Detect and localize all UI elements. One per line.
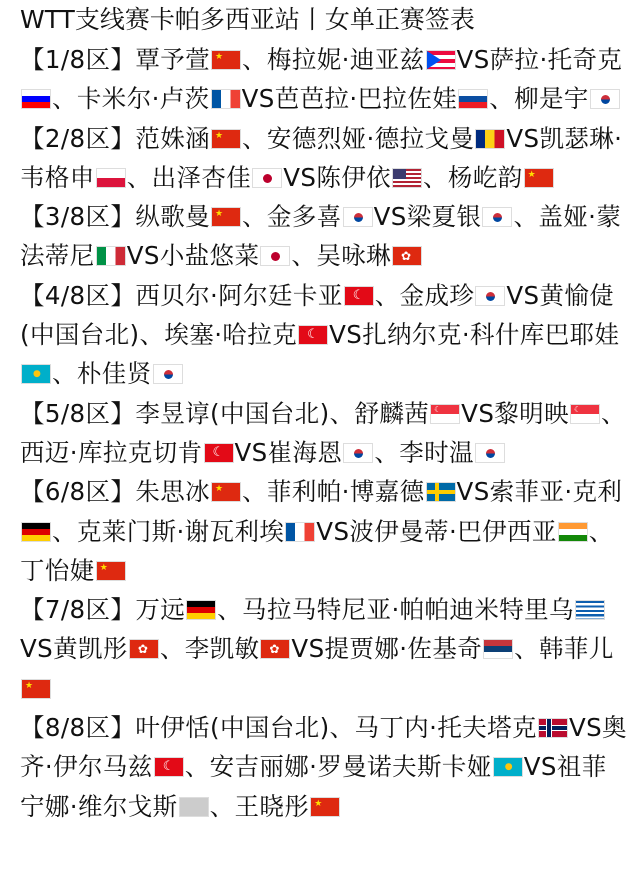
entry-text: VS小盐悠菜 — [126, 241, 260, 271]
bracket-section-1 — [20, 40, 630, 119]
entry-text: 、王晓彤 — [209, 791, 310, 821]
entry-text: VS陈伊依 — [283, 162, 392, 192]
entry-text: VS索菲亚·克利 — [456, 477, 623, 507]
korea-flag-icon — [482, 207, 512, 227]
entry-text: VS梁夏银 — [373, 202, 482, 232]
entry-text: 【8/8区】叶伊恬(中国台北)、马丁内·托夫塔克 — [20, 713, 537, 743]
korea-flag-icon — [475, 443, 505, 463]
bracket-section-3 — [20, 197, 630, 276]
china-flag-icon — [96, 561, 126, 581]
sweden-flag-icon — [426, 482, 456, 502]
entry-text: VS奥齐·伊尔马兹 — [20, 713, 627, 782]
turkey-flag-icon — [298, 325, 328, 345]
romania-flag-icon — [475, 129, 505, 149]
china-flag-icon — [524, 168, 554, 188]
entry-text: 、丁怡婕 — [20, 516, 614, 585]
entry-text: VS黄愉偼(中国台北)、埃塞·哈拉克 — [20, 280, 615, 350]
entry-text: VS黄凯彤 — [20, 634, 128, 664]
entry-text: VS黎明映 — [461, 398, 569, 428]
entry-text: 、安吉丽娜·罗曼诺夫斯卡娅 — [184, 752, 492, 782]
entry-text: VS扎纳尔克·科什库巴耶娃 — [329, 320, 620, 350]
india-flag-icon — [558, 522, 588, 542]
greece-flag-icon — [575, 600, 605, 620]
japan-flag-icon — [260, 246, 290, 266]
entry-text: VS祖菲宁娜·维尔戈斯 — [20, 752, 607, 821]
korea-flag-icon — [153, 364, 183, 384]
serbia-flag-icon — [483, 639, 513, 659]
page-title: WTT支线赛卡帕多西亚站丨女单正赛签表 — [20, 5, 475, 34]
germany-flag-icon — [21, 522, 51, 542]
turkey-flag-icon — [344, 286, 374, 306]
china-flag-icon — [211, 50, 241, 70]
entry-text: 【7/8区】万远 — [20, 595, 186, 625]
entry-text: 、出泽杏佳 — [126, 162, 252, 192]
entry-text: 、金成珍 — [374, 280, 475, 310]
entry-text: 、西迈·库拉克切肯 — [20, 398, 626, 467]
entry-text: VS萨拉·托奇克 — [456, 45, 623, 74]
entry-text: 、李凯敏 — [159, 634, 260, 664]
korea-flag-icon — [590, 89, 620, 109]
slovakia-flag-icon — [458, 89, 488, 109]
korea-flag-icon — [343, 443, 373, 463]
entry-text: 、克莱门斯·谢瓦利埃 — [52, 516, 285, 546]
bracket-sections — [20, 40, 630, 826]
entry-text: 、朴佳贤 — [52, 359, 152, 389]
entry-text: 【2/8区】范姝涵 — [20, 123, 211, 153]
entry-text: VS崔海恩 — [234, 437, 343, 467]
entry-text: VS波伊曼蒂·巴伊西亚 — [316, 516, 557, 546]
entry-text: 、柳是宇 — [489, 84, 589, 114]
bracket-section-7 — [20, 590, 630, 708]
entry-text: VS提贾娜·佐基奇 — [291, 634, 483, 664]
bracket-section-2 — [20, 119, 630, 198]
bracket-section-5 — [20, 394, 630, 473]
entry-text: 、金多喜 — [242, 202, 342, 232]
entry-text: 、梅拉妮·迪亚兹 — [242, 45, 425, 74]
entry-text: 、盖娅·蒙法蒂尼 — [20, 202, 622, 271]
bracket-section-6 — [20, 472, 630, 590]
kazakhstan-flag-icon — [21, 364, 51, 384]
china-flag-icon — [211, 207, 241, 227]
china-flag-icon — [310, 797, 340, 817]
entry-text: VS芭芭拉·巴拉佐娃 — [241, 84, 458, 114]
france-flag-icon — [211, 89, 241, 109]
hong-kong-flag-icon — [392, 246, 422, 266]
entry-text: 【6/8区】朱思冰 — [20, 477, 211, 507]
japan-flag-icon — [252, 168, 282, 188]
usa-flag-icon — [392, 168, 422, 188]
entry-text: 、李时温 — [374, 437, 474, 467]
entry-text: 【3/8区】纵歌曼 — [20, 202, 211, 232]
korea-flag-icon — [475, 286, 505, 306]
china-flag-icon — [21, 679, 51, 699]
unknown-flag-icon — [179, 797, 209, 817]
entry-text: 、韩菲儿 — [514, 634, 614, 664]
singapore-flag-icon — [570, 404, 600, 424]
entry-text: 【4/8区】西贝尔·阿尔廷卡亚 — [20, 280, 343, 310]
entry-text: 、吴咏琳 — [291, 241, 392, 271]
france-flag-icon — [285, 522, 315, 542]
entry-text: 【5/8区】李昱谆(中国台北)、舒麟茜 — [20, 398, 430, 428]
hong-kong-flag-icon — [129, 639, 159, 659]
turkey-flag-icon — [204, 443, 234, 463]
poland-flag-icon — [96, 168, 126, 188]
korea-flag-icon — [343, 207, 373, 227]
entry-text: VS凯瑟琳·韦格申 — [20, 123, 623, 192]
china-flag-icon — [211, 129, 241, 149]
singapore-flag-icon — [430, 404, 460, 424]
germany-flag-icon — [186, 600, 216, 620]
entry-text: 、菲利帕·博嘉德 — [242, 477, 425, 507]
norway-flag-icon — [538, 718, 568, 738]
entry-text: 、安德烈娅·德拉戈曼 — [242, 123, 475, 153]
bracket-section-8 — [20, 708, 630, 826]
bracket-section-4 — [20, 276, 630, 394]
entry-text: 【1/8区】覃予萱 — [20, 45, 211, 74]
entry-text: 、杨屹韵 — [423, 162, 523, 192]
turkey-flag-icon — [154, 757, 184, 777]
hong-kong-flag-icon — [260, 639, 290, 659]
kazakhstan-flag-icon — [493, 757, 523, 777]
puerto-rico-flag-icon — [426, 50, 456, 70]
entry-text: 、卡米尔·卢茨 — [52, 84, 210, 114]
slovenia-flag-icon — [21, 89, 51, 109]
entry-text: 、马拉马特尼亚·帕帕迪米特里乌 — [217, 595, 574, 625]
italy-flag-icon — [96, 246, 126, 266]
china-flag-icon — [211, 482, 241, 502]
